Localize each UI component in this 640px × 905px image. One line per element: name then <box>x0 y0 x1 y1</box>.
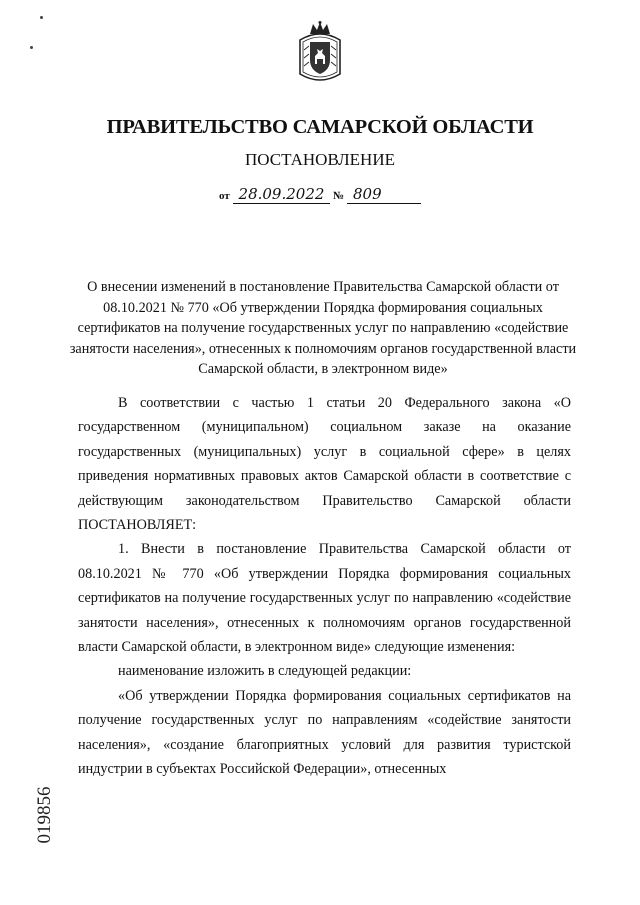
date-prefix: от <box>219 190 230 202</box>
date-value: 28.09.2022 <box>233 185 331 204</box>
coat-of-arms-icon <box>296 20 344 86</box>
side-serial-text: 019856 <box>34 786 55 844</box>
side-serial-number <box>30 775 58 855</box>
scan-speck <box>40 16 43 19</box>
paragraph-item-1: 1. Внести в постановление Правительства Самарской области от 08.10.2021 № 770 «Об утверждении Порядка формирования социальных сертификатов на получение государственных услуг по направлению «содействие занятости населения», отнесенных к полномочиям органов государственной власти Самарской области, в электронном виде» следующие изменения: <box>78 541 571 656</box>
government-title: ПРАВИТЕЛЬСТВО САМАРСКОЙ ОБЛАСТИ <box>106 116 534 138</box>
paragraph-preamble: В соответствии с частью 1 статьи 20 Федерального закона «О государственном (муниципальном) социальном заказе на оказание государственных (муниципальных) услуг в социальной сфере» в целях приведения нормативных правовых актов Самарской области в соответствие с действующим законодательством Правительство Самарской области ПОСТАНОВЛЯЕТ: <box>78 395 571 534</box>
scan-speck <box>30 46 33 49</box>
number-prefix: № <box>333 190 345 202</box>
date-number-line <box>0 185 640 204</box>
document-type: ПОСТАНОВЛЕНИЕ <box>244 150 395 169</box>
paragraph-naming: наименование изложить в следующей редакции: <box>118 663 412 680</box>
number-value: 809 <box>347 185 421 204</box>
document-body <box>78 391 571 782</box>
document-subject: О внесении изменений в постановление Правительства Самарской области от 08.10.2021 № 770 «Об утверждении Порядка формирования социальных сертификатов на получение государственных услуг по направлению «содействие занятости населения», отнесенных к полномочиям органов государственной власти Самарской области, в электронном виде» <box>69 279 577 377</box>
paragraph-new-title: «Об утверждении Порядка формирования социальных сертификатов на получение государственных услуг по направлениям «содействие занятости населения», «создание благоприятных условий для развития туристской индустрии в субъектах Российской Федерации», отнесенных <box>78 687 571 778</box>
